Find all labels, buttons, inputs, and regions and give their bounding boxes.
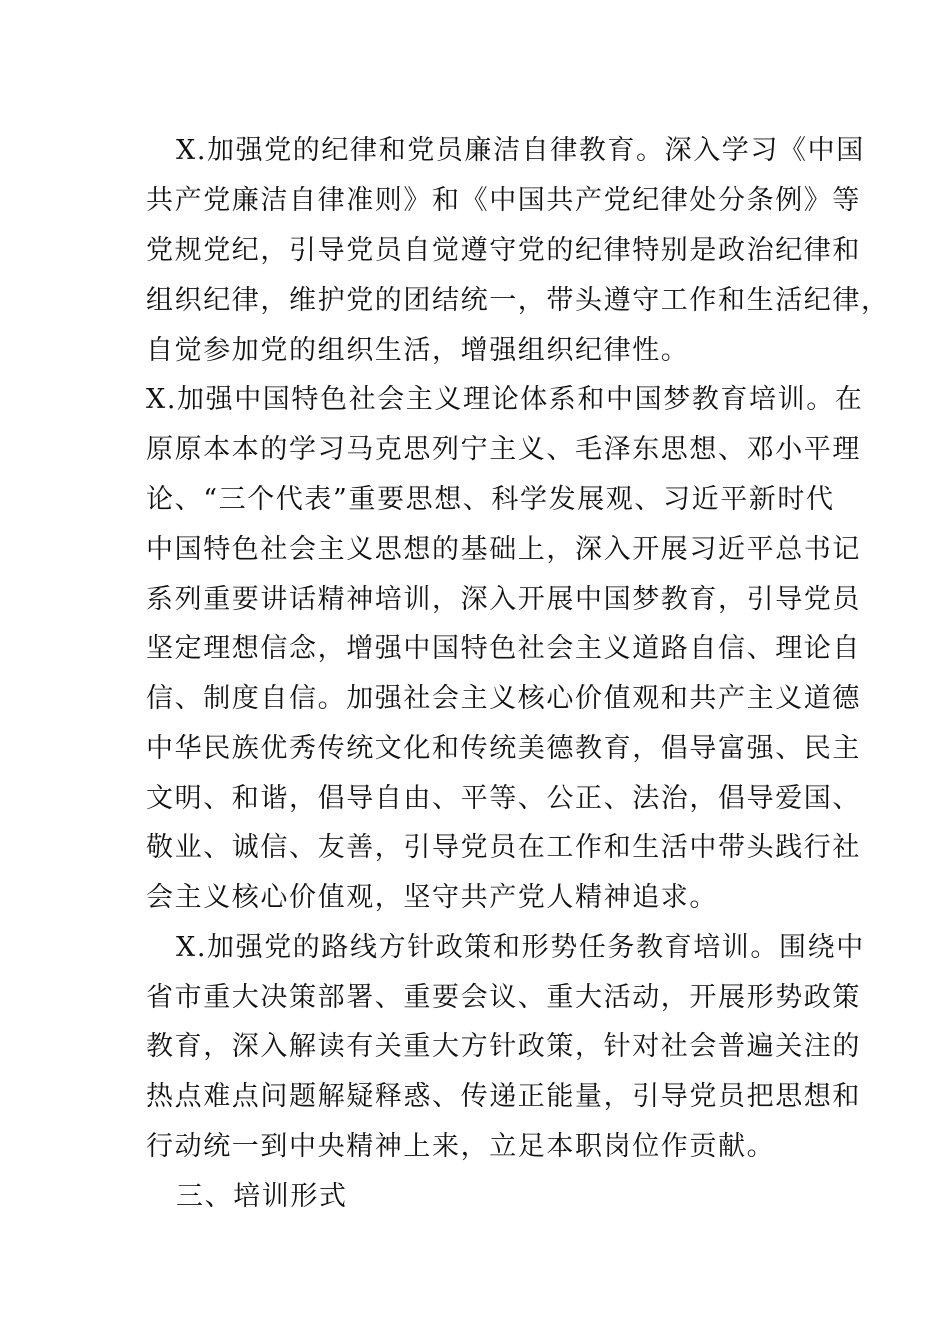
text-line: 中国特色社会主义思想的基础上，深入开展习近平总书记: [146, 534, 861, 565]
text-line: 系列重要讲话精神培训，深入开展中国梦教育，引导党员: [146, 584, 861, 615]
text-line: 省市重大决策部署、重要会议、重大活动，开展形势政策: [146, 982, 861, 1013]
text-line: 热点难点问题解疑释惑、传递正能量，引导党员把思想和: [146, 1081, 861, 1112]
text-line: 行动统一到中央精神上来，立足本职岗位作贡献。: [146, 1131, 776, 1162]
text-line: 原原本本的学习马克思列宁主义、毛泽东思想、邓小平理: [146, 434, 861, 465]
text-line: 文明、和谐，倡导自由、平等、公正、法治，倡导爱国、: [146, 783, 861, 814]
text-line: X.加强中国特色社会主义理论体系和中国梦教育培训。在: [146, 384, 864, 415]
text-line: 自觉参加党的组织生活，增强组织纪律性。: [146, 335, 690, 366]
text-line: 组织纪律，维护党的团结统一，带头遵守工作和生活纪律，: [146, 285, 890, 316]
text-line: 会主义核心价值观，坚守共产党人精神追求。: [146, 882, 718, 913]
text-line: 党规党纪，引导党员自觉遵守党的纪律特别是政治纪律和: [146, 235, 861, 266]
text-line: 坚定理想信念，增强中国特色社会主义道路自信、理论自: [146, 633, 861, 664]
text-line: 共产党廉洁自律准则》和《中国共产党纪律处分条例》等: [146, 185, 861, 216]
section-heading: 三、培训形式: [176, 1181, 348, 1212]
text-line: 信、制度自信。加强社会主义核心价值观和共产主义道德: [146, 683, 861, 714]
text-line: 论、“三个代表”重要思想、科学发展观、习近平新时代: [146, 484, 835, 515]
text-line: X.加强党的纪律和党员廉洁自律教育。深入学习《中国: [176, 135, 865, 166]
text-line: X.加强党的路线方针政策和形势任务教育培训。围绕中: [176, 932, 865, 963]
text-line: 教育，深入解读有关重大方针政策，针对社会普遍关注的: [146, 1031, 861, 1062]
text-line: 敬业、诚信、友善，引导党员在工作和生活中带头践行社: [146, 832, 861, 863]
text-line: 中华民族优秀传统文化和传统美德教育，倡导富强、民主: [146, 733, 861, 764]
